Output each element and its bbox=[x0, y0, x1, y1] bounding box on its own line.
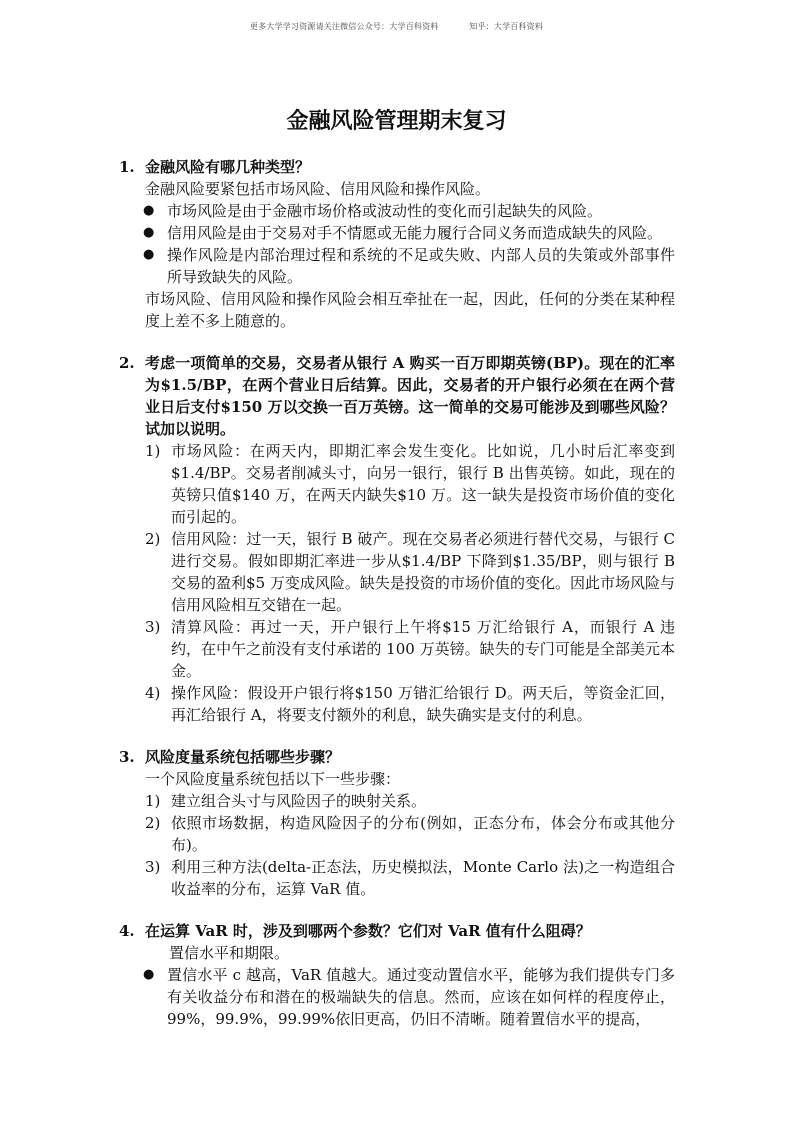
item-text: 操作风险：假设开户银行将$150 万错汇给银行 D。两天后，等资金汇回，再汇给银行 A，将要支付额外的利息，缺失确实是支付的利息。 bbox=[171, 684, 675, 724]
item-number: 3) bbox=[145, 618, 161, 636]
bullet-text: 置信水平 c 越高，VaR 值越大。通过变动置信水平，能够为我们提供专门多有关收益分布和潜在的极端缺失的信息。然而，应该在如何样的程度停止，99%，99.9%，99.99%依旧更高，仍旧不清晰。随着置信水平的提高， bbox=[167, 966, 675, 1028]
question-number: 1. bbox=[119, 158, 135, 176]
header-wechat-note: 更多大学学习资源请关注微信公众号：大学百科资料 bbox=[249, 22, 439, 31]
item-number: 1) bbox=[145, 442, 161, 460]
bullet-dot-icon: ● bbox=[143, 247, 155, 262]
question-number: 4. bbox=[119, 922, 135, 940]
item-text: 市场风险：在两天内，即期汇率会发生变化。比如说，几小时后汇率变到$1.4/BP。交易者削减头寸，向另一银行，银行 B 出售英镑。如此，现在的英镑只值$140 万，在两天内缺失$10 万。这一缺失是投资市场价值的变化而引起的。 bbox=[171, 442, 675, 526]
bullet-dot-icon: ● bbox=[143, 203, 155, 218]
page-header bbox=[0, 21, 793, 32]
item-number: 2) bbox=[145, 814, 161, 832]
answer-outro: 市场风险、信用风险和操作风险会相互牵扯在一起，因此，任何的分类在某种程度上差不多上随意的。 bbox=[145, 290, 675, 330]
question-text: 金融风险有哪几种类型？ bbox=[145, 158, 311, 176]
item-text: 依照市场数据，构造风险因子的分布(例如，正态分布，体会分布或其他分布)。 bbox=[171, 814, 675, 854]
bullet-text: 信用风险是由于交易对手不情愿或无能力履行合同义务而造成缺失的风险。 bbox=[167, 224, 663, 242]
question-text: 风险度量系统包括哪些步骤？ bbox=[145, 748, 341, 766]
bullet-item bbox=[143, 222, 675, 244]
numbered-item bbox=[145, 856, 675, 900]
item-text: 建立组合头寸与风险因子的映射关系。 bbox=[171, 792, 427, 810]
question-4 bbox=[119, 920, 675, 942]
section-4 bbox=[119, 920, 675, 1030]
bullet-dot-icon: ● bbox=[143, 967, 155, 982]
question-number: 3. bbox=[119, 748, 135, 766]
question-3 bbox=[119, 746, 675, 768]
question-text: 在运算 VaR 时，涉及到哪两个参数？它们对 VaR 值有什么阻碍？ bbox=[145, 922, 591, 940]
header-zhihu-note: 知乎：大学百科资料 bbox=[469, 22, 544, 31]
document-body bbox=[119, 156, 675, 1050]
section-3 bbox=[119, 746, 675, 900]
numbered-item bbox=[145, 440, 675, 528]
document-title: 金融风险管理期末复习 bbox=[286, 108, 507, 134]
numbered-item bbox=[145, 528, 675, 616]
item-text: 清算风险：再过一天，开户银行上午将$15 万汇给银行 A，而银行 A 违约，在中午之前没有支付承诺的 100 万英镑。缺失的专门可能是全部美元本金。 bbox=[171, 618, 675, 680]
bullet-item bbox=[143, 200, 675, 222]
answer-intro: 置信水平和期限。 bbox=[169, 944, 290, 962]
answer-intro: 一个风险度量系统包括以下一些步骤： bbox=[145, 770, 401, 788]
question-number: 2. bbox=[119, 354, 135, 372]
item-number: 2) bbox=[145, 530, 161, 548]
numbered-item bbox=[145, 616, 675, 682]
item-number: 1) bbox=[145, 792, 161, 810]
item-number: 4) bbox=[145, 684, 161, 702]
question-2 bbox=[119, 352, 675, 440]
question-text: 考虑一项简单的交易，交易者从银行 A 购买一百万即期英镑(BP)。现在的汇率为$1.5/BP，在两个营业日后结算。因此，交易者的开户银行必须在在两个营业日后支付$150 万以交换一百万英镑。这一简单的交易可能涉及到哪些风险？试加以说明。 bbox=[145, 354, 675, 438]
section-1 bbox=[119, 156, 675, 332]
bullet-text: 市场风险是由于金融市场价格或波动性的变化而引起缺失的风险。 bbox=[167, 202, 603, 220]
bullet-item bbox=[143, 244, 675, 288]
bullet-text: 操作风险是内部治理过程和系统的不足或失败、内部人员的失策或外部事件所导致缺失的风险。 bbox=[167, 246, 675, 286]
bullet-item bbox=[143, 964, 675, 1030]
question-1 bbox=[119, 156, 675, 178]
answer-intro: 金融风险要紧包括市场风险、信用风险和操作风险。 bbox=[145, 180, 491, 198]
numbered-item bbox=[145, 812, 675, 856]
numbered-item bbox=[145, 682, 675, 726]
bullet-dot-icon: ● bbox=[143, 225, 155, 240]
item-number: 3) bbox=[145, 858, 161, 876]
item-text: 信用风险：过一天，银行 B 破产。现在交易者必须进行替代交易，与银行 C 进行交易。假如即期汇率进一步从$1.4/BP 下降到$1.35/BP，则与银行 B 交易的盈利$5 万变成风险。缺失是投资的市场价值的变化。因此市场风险与信用风险相互交错在一起。 bbox=[171, 530, 675, 614]
section-2 bbox=[119, 352, 675, 726]
item-text: 利用三种方法(delta-正态法，历史模拟法，Monte Carlo 法)之一构造组合收益率的分布，运算 VaR 值。 bbox=[171, 858, 675, 898]
numbered-item bbox=[145, 790, 675, 812]
